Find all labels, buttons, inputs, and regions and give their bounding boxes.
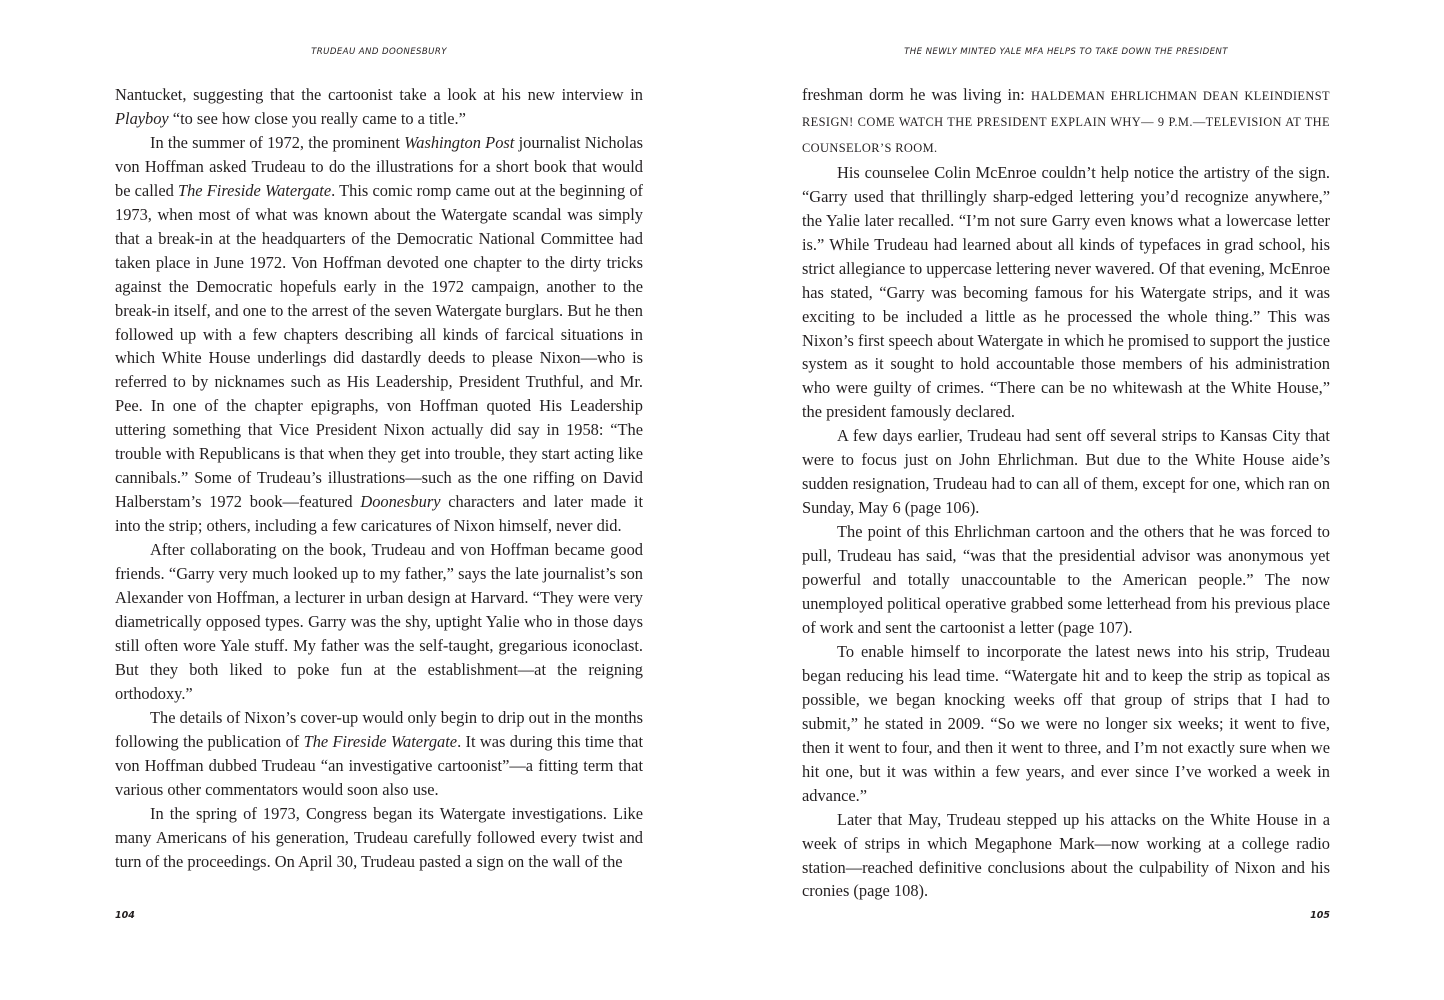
paragraph bbox=[802, 808, 1330, 904]
text-run: characters and later made it into the strip; others, including a few caricatures of Nixon himself, never did. bbox=[115, 492, 643, 536]
paragraph bbox=[115, 802, 643, 874]
text-run: In the summer of 1972, the prominent bbox=[150, 132, 405, 152]
paragraph bbox=[802, 424, 1330, 520]
text-run: freshman dorm he was living in: bbox=[802, 85, 1032, 104]
text-run: “to see how close you really came to a title.” bbox=[168, 108, 466, 128]
left-page bbox=[115, 0, 643, 1000]
paragraph bbox=[115, 706, 643, 802]
running-head: TRUDEAU AND DOONESBURY bbox=[311, 47, 447, 57]
body-text bbox=[115, 83, 643, 873]
body-text bbox=[802, 83, 1330, 903]
italic-title: Playboy bbox=[115, 108, 169, 128]
paragraph bbox=[802, 640, 1330, 808]
text-run: A few days earlier, Trudeau had sent off several strips to Kansas City that were to focus just on John Ehrlichman. But due to the White House aide’s sudden resignation, Trudeau had to can all of them, except for one, which ran on Sunday, May 6 (page 106). bbox=[802, 426, 1330, 518]
right-page bbox=[802, 0, 1330, 1000]
sign-text: HALDEMAN EHRLICHMAN DEAN KLEINDIENST RESIGN! COME WATCH THE PRESIDENT EXPLAIN WHY— 9 P.M.—TELEVISION AT THE COUNSELOR’S ROOM. bbox=[802, 89, 1330, 155]
italic-title: Washington Post bbox=[404, 132, 515, 152]
paragraph bbox=[115, 538, 643, 706]
text-run: . It was during this time that von Hoffman dubbed Trudeau “an investigative cartoonist”—a fitting term that various other commentators would soon also use. bbox=[115, 731, 643, 799]
text-run: journalist Nicholas von Hoffman asked Trudeau to do the illustrations for a short book that would be called bbox=[115, 132, 643, 200]
text-run: In the spring of 1973, Congress began its Watergate investigations. Like many Americans of his generation, Trudeau carefully followed every twist and turn of the proceedings. On April 30, Trudeau pasted a sign on the wall of the bbox=[115, 803, 643, 871]
italic-title: Doonesbury bbox=[360, 492, 441, 512]
text-run: . This comic romp came out at the beginning of 1973, when most of what was known about the Watergate scandal was simply that a break-in at the headquarters of the Democratic National Committee had taken place in June 1972. Von Hoffman devoted one chapter to the dirty tricks against the Democratic hopefuls early in the 1972 campaign, another to the break-in itself, and one to the arrest of the seven Watergate burglars. But he then followed up with a few chapters describing all kinds of farcical situations in which White House underlings did dastardly deeds to please Nixon—who is referred to by nicknames such as His Leadership, President Truthful, and Mr. Pee. In one of the chapter epigraphs, von Hoffman quoted His Leadership uttering something that Vice President Nixon actually did say in 1958: “The trouble with Republicans is that when they get into trouble, they start acting like cannibals.” Some of Trudeau’s illustrations—such as the one riffing on David Halberstam’s 1972 book—featured bbox=[115, 180, 643, 512]
text-run: His counselee Colin McEnroe couldn’t help notice the artistry of the sign. “Garry used that thrillingly sharp-edged lettering you’d recognize anywhere,” the Yalie later recalled. “I’m not sure Garry even knows what a lowercase letter is.” While Trudeau had learned about all kinds of typefaces in grad school, his strict allegiance to uppercase lettering never wavered. Of that evening, McEnroe has stated, “Garry was becoming famous for his Watergate strips, and it was exciting to be included a little as he processed the whole thing.” This was Nixon’s first speech about Watergate in which he promised to support the justice system as it sought to hold accountable those members of his administration who were guilty of crimes. “There can be no whitewash at the White House,” the president famously declared. bbox=[802, 162, 1330, 422]
italic-title: The Fireside Watergate bbox=[303, 731, 458, 751]
text-run: After collaborating on the book, Trudeau and von Hoffman became good friends. “Garry very much looked up to my father,” says the late journalist’s son Alexander von Hoffman, a lecturer in urban design at Harvard. “They were very diametrically opposed types. Garry was the shy, uptight Yalie who in those days still often wore Yale stuff. My father was the self-taught, gregarious iconoclast. But they both liked to poke fun at the establishment—at the reigning orthodoxy.” bbox=[115, 540, 643, 703]
paragraph bbox=[115, 131, 643, 538]
paragraph bbox=[802, 161, 1330, 424]
page-number: 105 bbox=[1310, 910, 1330, 921]
page-number: 104 bbox=[115, 910, 135, 921]
text-run: The details of Nixon’s cover-up would only begin to drip out in the months following the publication of bbox=[115, 707, 643, 751]
text-run: To enable himself to incorporate the latest news into his strip, Trudeau began reducing his lead time. “Watergate hit and to keep the strip as topical as possible, we began knocking weeks off that group of strips that I had to submit,” he stated in 2009. “So we were no longer six weeks; it went to five, then it went to four, and then it went to three, and I’m not exactly sure when we hit one, but it was within a few years, and ever since I’ve worked a week in advance.” bbox=[802, 641, 1330, 805]
text-run: Nantucket, suggesting that the cartoonist take a look at his new interview in bbox=[115, 85, 643, 104]
italic-title: The Fireside Watergate bbox=[177, 180, 332, 200]
text-run: Later that May, Trudeau stepped up his attacks on the White House in a week of strips in which Megaphone Mark—now working at a college radio station—reached definitive conclusions about the culpability of Nixon and his cronies (page 108). bbox=[802, 809, 1330, 901]
text-run: The point of this Ehrlichman cartoon and the others that he was forced to pull, Trudeau has said, “was that the presidential advisor was anonymous yet powerful and totally unaccountable to the American people.” The now unemployed political operative grabbed some letterhead from his previous place of work and sent the cartoonist a letter (page 107). bbox=[802, 522, 1330, 637]
running-head: THE NEWLY MINTED YALE MFA HELPS TO TAKE DOWN THE PRESIDENT bbox=[904, 47, 1228, 57]
paragraph bbox=[802, 520, 1330, 640]
paragraph bbox=[115, 83, 643, 131]
paragraph bbox=[802, 83, 1330, 161]
